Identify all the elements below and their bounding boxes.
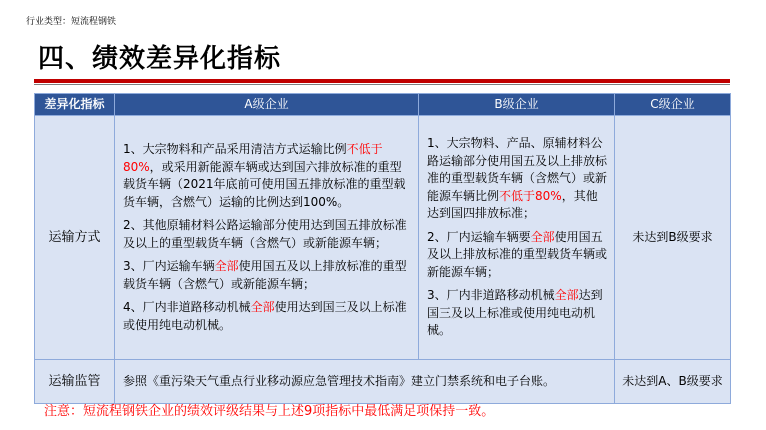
grade-a-item-3-text: 3、厂内运输车辆 — [123, 259, 215, 273]
grade-b-transport-mode-cell — [419, 116, 615, 360]
grade-b-item-1-text-end: ，其他达到国四排放标准； — [427, 188, 598, 221]
grade-b-item-3-text-end: 达到国三及以上标准或使用纯电动机械。 — [427, 288, 603, 338]
grade-b-item-1-highlight: 不低于80% — [499, 188, 562, 203]
grade-b-item-2-highlight: 全部 — [530, 229, 555, 244]
grade-ab-transport-monitoring-cell: 参照《重污染天气重点行业移动源应急管理技术指南》建立门禁系统和电子台账。 — [115, 360, 615, 404]
grade-b-item-3-text: 3、厂内非道路移动机械 — [427, 288, 555, 303]
column-header-grade-c: C级企业 — [615, 94, 731, 116]
table-row-transport-monitoring — [35, 360, 731, 404]
title-divider-gray — [34, 84, 730, 85]
grade-b-item-3 — [427, 287, 608, 340]
grade-c-transport-monitoring-cell: 未达到A、B级要求 — [615, 360, 731, 404]
industry-type-label: 行业类型： — [26, 17, 72, 27]
grade-a-item-3-highlight: 全部 — [214, 259, 239, 273]
table-header-row — [35, 94, 731, 116]
grade-b-item-1-text: 1、大宗物料、产品、原辅材料公路运输部分使用国五及以上排放标准的重型载货车辆（含燃气）或新能源车辆比例 — [427, 136, 608, 203]
grade-a-item-4 — [123, 299, 412, 334]
grade-a-item-4-highlight: 全部 — [250, 300, 275, 314]
grade-a-item-2: 2、其他原辅材料公路运输部分使用达到国五排放标准及以上的重型载货车辆（含燃气）或新能源车辆； — [123, 218, 407, 250]
indicator-table — [34, 93, 731, 404]
page-title: 四、绩效差异化指标 — [38, 44, 282, 74]
column-header-grade-a: A级企业 — [115, 94, 419, 116]
grade-b-item-2-text-end: 使用国五及以上排放标准的重型载货车辆或新能源车辆； — [427, 229, 608, 279]
column-header-indicator: 差异化指标 — [35, 94, 115, 116]
grade-b-item-1 — [427, 135, 608, 223]
industry-type-value: 短流程钢铁 — [71, 17, 117, 27]
grade-c-transport-mode-cell: 未达到B级要求 — [615, 116, 731, 360]
grade-a-item-3 — [123, 258, 412, 293]
grade-b-item-2 — [427, 229, 608, 282]
industry-type — [26, 14, 116, 27]
row-label-transport-mode: 运输方式 — [35, 116, 115, 360]
column-header-grade-b: B级企业 — [419, 94, 615, 116]
row-label-transport-monitoring: 运输监管 — [35, 360, 115, 404]
table-row-transport-mode — [35, 116, 731, 360]
grade-a-item-4-text: 4、厂内非道路移动机械 — [123, 300, 251, 314]
grade-b-item-3-highlight: 全部 — [554, 288, 579, 303]
grade-b-item-2-text: 2、厂内运输车辆要 — [427, 229, 531, 244]
grade-a-item-1-text-end: ，或采用新能源车辆或达到国六排放标准的重型载货车辆（2021年底前可使用国五排放标准的重型载货车辆，含燃气）运输的比例达到100%。 — [123, 159, 406, 209]
footnote: 注意：短流程钢铁企业的绩效评级结果与上述9项指标中最低满足项保持一致。 — [44, 404, 495, 419]
grade-a-item-1-highlight: 不低于80% — [123, 142, 383, 174]
grade-a-item-3-text-end: 使用国五及以上排放标准的重型载货车辆（含燃气）或新能源车辆； — [123, 259, 407, 291]
title-divider-red — [34, 79, 730, 83]
grade-a-item-4-text-end: 使用达到国三及以上标准或使用纯电动机械。 — [123, 300, 407, 332]
grade-a-item-1-text: 1、大宗物料和产品采用清洁方式运输比例 — [123, 142, 347, 156]
grade-a-transport-mode-cell — [115, 116, 419, 360]
grade-a-item-1 — [123, 141, 412, 211]
